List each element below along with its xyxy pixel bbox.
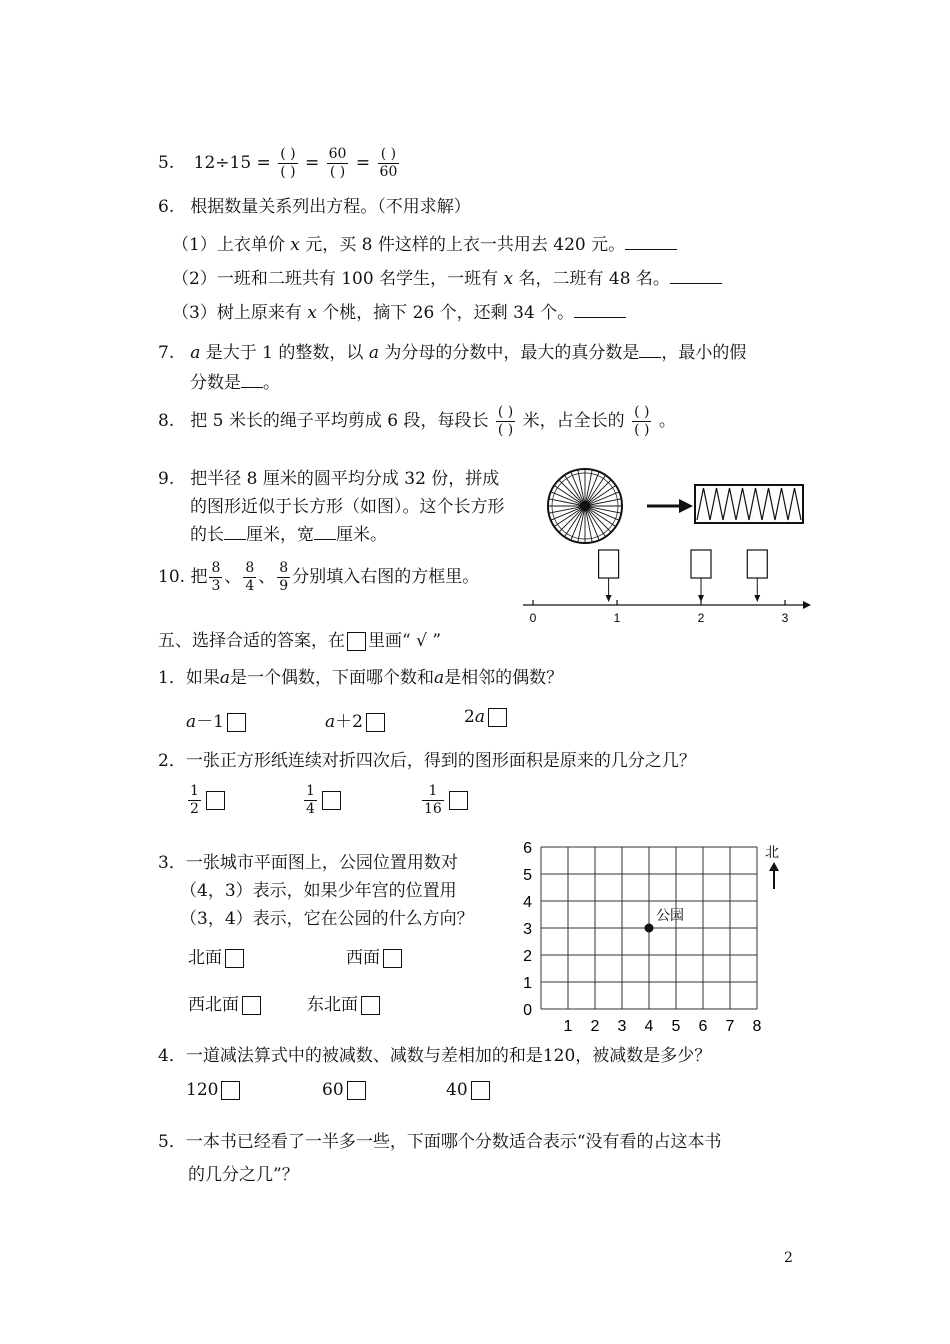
q9-line2: 的图形近似于长方形（如图）。这个长方形 [190,497,505,517]
q9-line3: 的长 厘米，宽 厘米。 [190,525,387,545]
answer-blank[interactable] [314,523,336,540]
zigzag-rectangle [695,485,803,523]
c2-option-3[interactable]: $\frac{1}{16}$ [420,783,468,818]
c3-option-west[interactable]: 西面 [346,943,402,968]
circle-to-rectangle-figure [545,462,815,552]
c5-line2: 的几分之几”？ [188,1165,299,1185]
c2-option-1[interactable]: $\frac{1}{2}$ [186,783,225,818]
c3-option-north[interactable]: 北面 [188,943,244,968]
c3-line3: （3，4）表示，它在公园的什么方向？ [180,909,474,929]
c1-option-3[interactable]: 2a [464,707,507,727]
circle-center [580,501,590,511]
answer-box[interactable] [691,550,711,578]
q5-frac-1: $\frac{( )}{( )}$ [280,146,296,180]
q5: 5. 12÷15 = $\frac{( )}{( )}$ = $\frac{60}{( )}$ = $\frac{( )}{60}$ [158,146,398,180]
coordinate-grid [515,835,800,1040]
arrow-right [647,499,693,513]
checkbox[interactable] [347,1081,366,1100]
c4-option-3[interactable]: 40 [446,1080,490,1100]
c4-question: 4．一道减法算式中的被减数、减数与差相加的和是120，被减数是多少？ [158,1046,712,1066]
answer-blank[interactable] [625,233,677,250]
y-axis-label: 6 [523,840,532,857]
pointer-arrow [698,595,704,602]
y-axis-label: 5 [523,867,532,884]
q9-line1: 9. 把半径 8 厘米的圆平均分成 32 份，拼成 [158,469,500,489]
pointer-arrow [606,595,612,602]
number-line [515,540,815,630]
axis-arrow [803,601,811,609]
q6-item-3: （3）树上原来有 x 个桃，摘下 26 个，还剩 34 个。 [172,298,626,323]
section-5-title: 五、选择合适的答案，在 里画“ √ ” [158,631,442,651]
answer-blank[interactable] [574,301,626,318]
checkbox[interactable] [225,949,244,968]
q6-title: 6. 根据数量关系列出方程。（不用求解） [158,197,471,217]
c2-question: 2．一张正方形纸连续对折四次后，得到的图形面积是原来的几分之几？ [158,751,696,771]
checkbox[interactable] [488,708,507,727]
q8: 8. 把 5 米长的绳子平均剪成 6 段，每段长 $\frac{( )}{( )}$ 米，占全长的 $\frac{( )}{( )}$ 。 [158,404,676,438]
c4-option-2[interactable]: 60 [322,1080,366,1100]
sector-line [585,480,611,506]
x-axis-label: 3 [617,1018,627,1035]
checkbox[interactable] [242,996,261,1015]
checkbox[interactable] [322,791,341,810]
c3-line2: （4，3）表示，如果少年宫的位置用 [180,881,457,901]
x-axis-label: 8 [752,1018,762,1035]
y-axis-label: 3 [523,921,532,938]
c5-line1: 5．一本书已经看了一半多一些，下面哪个分数适合表示“没有看的占这本书 [158,1132,722,1152]
checkbox[interactable] [449,791,468,810]
axis-tick-label: 1 [613,611,621,625]
checkbox[interactable] [221,1081,240,1100]
y-axis-label: 2 [523,948,532,965]
answer-box[interactable] [599,550,619,578]
q7-line1: 7. a 是大于 1 的整数，以 a 为分母的分数中，最大的真分数是 ，最小的假 [158,343,747,363]
checkbox[interactable] [361,996,380,1015]
q6-item-2: （2）一班和二班共有 100 名学生，一班有 x 名，二班有 48 名。 [172,264,722,289]
sector-line [559,506,585,532]
x-axis-label: 1 [563,1018,573,1035]
c3-line1: 3．一张城市平面图上，公园位置用数对 [158,853,458,873]
axis-tick-label: 3 [781,611,789,625]
page-number: 2 [784,1250,793,1266]
checkbox[interactable] [227,713,246,732]
checkbox[interactable] [383,949,402,968]
q5-frac-3: $\frac{( )}{60}$ [379,146,398,180]
segmented-circle [548,469,622,543]
answer-box[interactable] [747,550,767,578]
c3-option-northwest[interactable]: 西北面 [188,990,261,1015]
x-axis-label: 5 [671,1018,681,1035]
c4-option-1[interactable]: 120 [186,1080,240,1100]
c3-option-northeast[interactable]: 东北面 [307,990,380,1015]
c1-option-2[interactable]: a＋2 [325,707,385,732]
q7-line2: 分数是 。 [190,373,280,393]
pointer-arrow [754,595,760,602]
x-axis-label: 6 [698,1018,708,1035]
north-label: 北 [765,845,779,861]
north-arrow-icon [769,862,779,889]
x-axis-label: 2 [590,1018,600,1035]
q5-frac-2: $\frac{60}{( )}$ [328,146,347,180]
sector-line [585,506,611,532]
q10: 10. 把 $\frac{8}{3}$ 、 $\frac{8}{4}$ 、 $\frac{8}{9}$ 分别填入右图的方框里。 [158,560,480,594]
c1-question: 1．如果a是一个偶数，下面哪个数和a是相邻的偶数？ [158,668,564,688]
axis-tick-label: 0 [529,611,537,625]
x-axis-label: 4 [644,1018,654,1035]
sector-line [559,480,585,506]
answer-blank[interactable] [241,371,263,388]
q6-item-1: （1）上衣单价 x 元，买 8 件这样的上衣一共用去 420 元。 [172,230,677,255]
park-point [645,924,654,933]
checkbox[interactable] [366,713,385,732]
x-axis-label: 7 [725,1018,735,1035]
park-label: 公园 [656,908,684,924]
answer-blank[interactable] [224,523,246,540]
answer-blank[interactable] [639,341,661,358]
y-axis-label: 4 [523,894,532,911]
checkbox[interactable] [471,1081,490,1100]
c2-option-2[interactable]: $\frac{1}{4}$ [302,783,341,818]
axis-tick-label: 2 [697,611,705,625]
c1-option-1[interactable]: a－1 [186,707,246,732]
y-axis-label: 1 [523,975,532,992]
checkbox[interactable] [206,791,225,810]
y-axis-label: 0 [523,1002,532,1019]
answer-blank[interactable] [670,267,722,284]
